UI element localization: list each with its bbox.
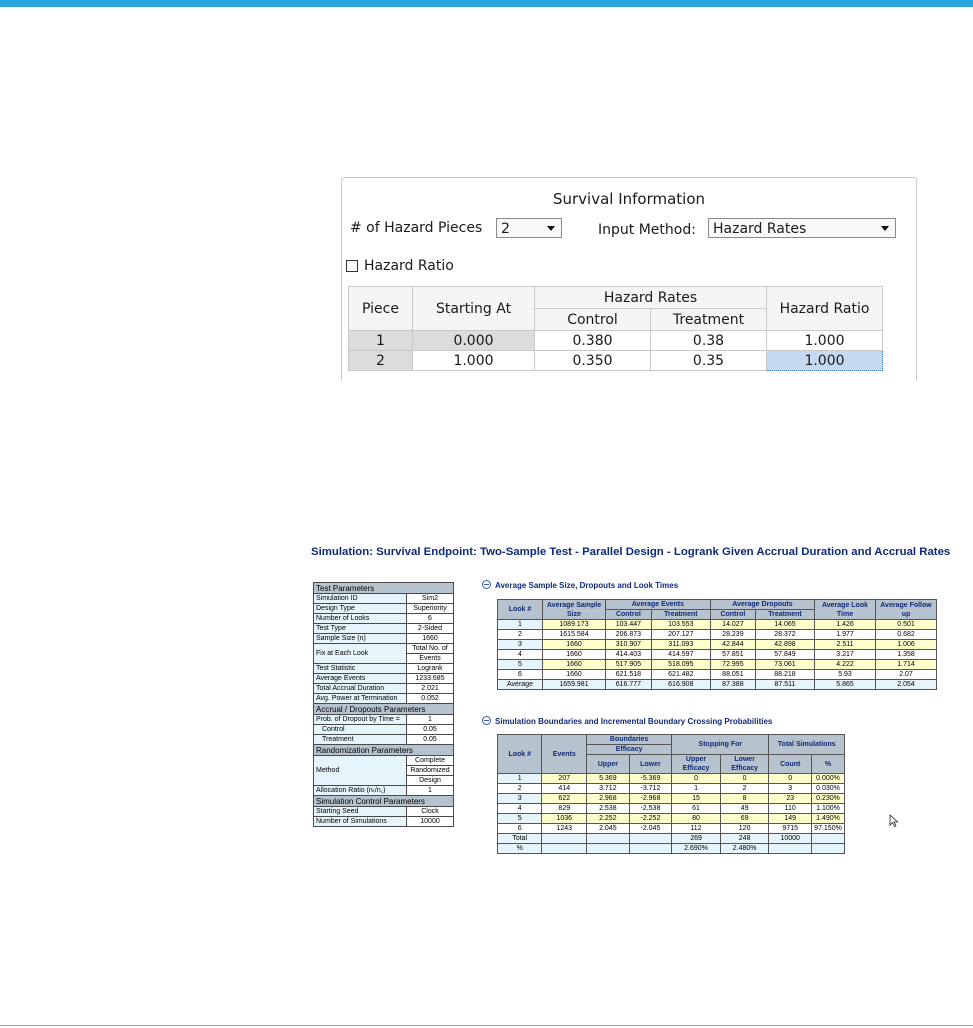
col-control: Control (535, 309, 651, 331)
table-cell: 1660 (543, 670, 606, 680)
table-cell: Total (498, 834, 542, 844)
table-cell: 0.230% (812, 794, 845, 804)
table-cell: 206.873 (606, 630, 652, 640)
table-cell: 1.426 (815, 620, 876, 630)
treatment-rate-cell[interactable]: 0.35 (651, 351, 767, 371)
col-look: Look # (498, 600, 543, 620)
table-cell: 269 (672, 834, 721, 844)
param-label: Design Type (314, 604, 407, 614)
table-cell: 72.995 (710, 660, 755, 670)
param-value: 0.052 (407, 694, 454, 704)
table-cell: 4 (498, 804, 542, 814)
summary-row (498, 834, 845, 844)
table-cell: 2.045 (587, 824, 630, 834)
table-cell: -2.045 (629, 824, 672, 834)
hazard-ratio-checkbox[interactable] (346, 260, 358, 272)
table-cell: 622 (542, 794, 587, 804)
report-title: Simulation: Survival Endpoint: Two-Sample Test - Parallel Design - Logrank Given Accrual Duration and Accrual Rates (311, 546, 951, 558)
table-cell: 207.127 (651, 630, 710, 640)
param-label: Starting Seed (314, 807, 407, 817)
param-label: Allocation Ratio (nₜ/n꜀) (314, 786, 407, 796)
table-cell: 5 (498, 814, 542, 824)
param-value: 6 (407, 614, 454, 624)
table-cell: 3 (498, 794, 542, 804)
table-cell: 2 (498, 630, 543, 640)
table-cell (629, 834, 672, 844)
table-cell: 42.898 (755, 640, 814, 650)
param-label: Treatment (314, 735, 407, 745)
hazard-table (348, 286, 883, 371)
param-label: Test Statistic (314, 664, 407, 674)
param-value: Randomized (407, 766, 454, 776)
col-upper: Upper (587, 755, 630, 774)
table-cell (769, 844, 812, 854)
table-cell: 3 (769, 784, 812, 794)
col-look: Look # (498, 735, 542, 774)
param-label: Method (314, 756, 407, 786)
input-method-dropdown[interactable] (708, 218, 896, 238)
table-cell: -3.712 (629, 784, 672, 794)
param-label: Simulation ID (314, 594, 407, 604)
table-cell: 2.690% (672, 844, 721, 854)
table-cell: -5.369 (629, 774, 672, 784)
table-row (498, 630, 937, 640)
table-row (498, 794, 845, 804)
param-row (314, 694, 454, 704)
table-cell: 0.501 (876, 620, 937, 630)
table-cell: 310.907 (606, 640, 652, 650)
col-starting-at: Starting At (413, 287, 535, 331)
chevron-down-icon (547, 226, 555, 231)
table-cell: 414.403 (606, 650, 652, 660)
table-cell: 414 (542, 784, 587, 794)
table-cell: 10000 (769, 834, 812, 844)
table-cell: 28.239 (710, 630, 755, 640)
col-efficacy: Efficacy (587, 745, 672, 755)
table-cell: 1660 (543, 660, 606, 670)
table-cell: 0 (720, 774, 769, 784)
param-value: 1 (407, 715, 454, 725)
control-rate-cell[interactable]: 0.380 (535, 331, 651, 351)
param-row (314, 807, 454, 817)
summary-row (498, 844, 845, 854)
param-label: Average Events (314, 674, 407, 684)
col-avg-dropouts: Average Dropouts (710, 600, 814, 610)
table-row (498, 804, 845, 814)
table-cell: 49 (720, 804, 769, 814)
average-table (497, 599, 937, 690)
table-cell: 112 (672, 824, 721, 834)
table-cell (542, 844, 587, 854)
bnd-section-title[interactable] (482, 716, 772, 726)
table-cell (812, 834, 845, 844)
table-cell: 0 (769, 774, 812, 784)
col-dropouts-control: Control (710, 610, 755, 620)
table-row (349, 331, 883, 351)
table-cell: 621.482 (651, 670, 710, 680)
table-cell: 3 (498, 640, 543, 650)
table-row (498, 670, 937, 680)
table-cell: 87.511 (755, 680, 814, 690)
param-label: Prob. of Dropout by Time = (314, 715, 407, 725)
mouse-cursor-icon (889, 814, 899, 828)
starting-at-cell[interactable]: 1.000 (413, 351, 535, 371)
table-cell: 518.095 (651, 660, 710, 670)
collapse-icon[interactable] (482, 716, 491, 725)
input-method-value: Hazard Rates (713, 221, 807, 237)
table-cell: 1659.981 (543, 680, 606, 690)
table-row (498, 640, 937, 650)
param-value: Total No. of (407, 644, 454, 654)
top-accent-bar (0, 0, 973, 7)
param-value: 2.021 (407, 684, 454, 694)
test-parameters-header: Test Parameters (314, 583, 454, 594)
bottom-divider (0, 1025, 973, 1026)
table-cell (542, 834, 587, 844)
table-cell: 120 (720, 824, 769, 834)
table-cell: 414.597 (651, 650, 710, 660)
param-value: 10000 (407, 817, 454, 827)
col-avg-sample-size: Average Sample Size (543, 600, 606, 620)
chevron-down-icon (881, 226, 889, 231)
table-cell: 0.682 (876, 630, 937, 640)
table-cell: 517.905 (606, 660, 652, 670)
param-value: Events (407, 654, 454, 664)
col-events-control: Control (606, 610, 652, 620)
param-row (314, 786, 454, 796)
table-cell: -2.968 (629, 794, 672, 804)
table-cell: 2.054 (876, 680, 937, 690)
randomization-header: Randomization Parameters (314, 745, 454, 756)
piece-cell: 2 (349, 351, 413, 371)
param-row (314, 614, 454, 624)
table-cell: 2.252 (587, 814, 630, 824)
table-cell: 311.093 (651, 640, 710, 650)
table-cell: 69 (720, 814, 769, 824)
table-cell: 57.851 (710, 650, 755, 660)
table-row (498, 774, 845, 784)
param-value: Sim2 (407, 594, 454, 604)
table-cell: 1.100% (812, 804, 845, 814)
table-row (498, 824, 845, 834)
table-row (498, 620, 937, 630)
table-cell (587, 844, 630, 854)
table-row (498, 814, 845, 824)
param-row (314, 715, 454, 725)
col-lower-efficacy: Lower Efficacy (720, 755, 769, 774)
input-method-label: Input Method: (598, 222, 696, 238)
table-cell: 88.051 (710, 670, 755, 680)
param-label: Sample Size (n) (314, 634, 407, 644)
table-cell: 149 (769, 814, 812, 824)
table-cell: 28.372 (755, 630, 814, 640)
table-cell: 1036 (542, 814, 587, 824)
parameters-table (313, 582, 454, 827)
panel-title: Survival Information (552, 190, 706, 208)
table-cell: 103.447 (606, 620, 652, 630)
table-cell: 1615.584 (543, 630, 606, 640)
table-cell: 621.518 (606, 670, 652, 680)
table-row (349, 351, 883, 371)
hazard-pieces-dropdown[interactable] (496, 218, 562, 238)
avg-section-title[interactable] (482, 580, 678, 590)
table-cell: 4 (498, 650, 543, 660)
table-cell: 2.480% (720, 844, 769, 854)
table-cell: 1.006 (876, 640, 937, 650)
table-cell: 9715 (769, 824, 812, 834)
hazard-ratio-cell[interactable]: 1.000 (767, 331, 883, 351)
param-row (314, 735, 454, 745)
param-label: Avg. Power at Termination (314, 694, 407, 704)
param-label: Number of Simulations (314, 817, 407, 827)
boundaries-table (497, 734, 845, 854)
param-value: 1 (407, 786, 454, 796)
param-label: Fix at Each Look (314, 644, 407, 664)
param-row (314, 634, 454, 644)
control-rate-cell[interactable]: 0.350 (535, 351, 651, 371)
survival-information-panel (341, 177, 917, 381)
param-row (314, 644, 454, 654)
table-cell: 8 (720, 794, 769, 804)
avg-section-title-text: Average Sample Size, Dropouts and Look Times (495, 581, 679, 590)
table-cell: 3.217 (815, 650, 876, 660)
table-cell: 1660 (543, 650, 606, 660)
table-cell: 1 (672, 784, 721, 794)
table-cell: 6 (498, 670, 543, 680)
param-value: Design (407, 776, 454, 786)
param-value: Complete (407, 756, 454, 766)
table-cell: 42.844 (710, 640, 755, 650)
col-events-treatment: Treatment (651, 610, 710, 620)
param-value: Logrank (407, 664, 454, 674)
table-cell: 2.511 (815, 640, 876, 650)
table-cell: 2 (498, 784, 542, 794)
param-value: 1233.685 (407, 674, 454, 684)
table-cell: 5.865 (815, 680, 876, 690)
col-hazard-ratio: Hazard Ratio (767, 287, 883, 331)
table-cell: 61 (672, 804, 721, 814)
col-dropouts-treatment: Treatment (755, 610, 814, 620)
param-row (314, 817, 454, 827)
table-cell (812, 844, 845, 854)
table-cell: 5.93 (815, 670, 876, 680)
param-row (314, 725, 454, 735)
col-lower: Lower (629, 755, 672, 774)
table-cell: 57.849 (755, 650, 814, 660)
table-cell: 0.030% (812, 784, 845, 794)
col-treatment: Treatment (651, 309, 767, 331)
table-cell: 2.968 (587, 794, 630, 804)
treatment-rate-cell[interactable]: 0.38 (651, 331, 767, 351)
bnd-section-title-text: Simulation Boundaries and Incremental Boundary Crossing Probabilities (495, 717, 773, 726)
table-cell: 88.218 (755, 670, 814, 680)
hazard-ratio-cell-selected[interactable]: 1.000 (767, 351, 883, 371)
table-cell: 6 (498, 824, 542, 834)
table-cell: % (498, 844, 542, 854)
col-follow-up: Average Follow up (876, 600, 937, 620)
param-value: 0.05 (407, 725, 454, 735)
param-row (314, 664, 454, 674)
col-total-simulations: Total Simulations (769, 735, 845, 755)
table-row (498, 784, 845, 794)
summary-row (498, 680, 937, 690)
table-cell: 23 (769, 794, 812, 804)
param-row (314, 624, 454, 634)
col-upper-efficacy: Upper Efficacy (672, 755, 721, 774)
param-value: Superiority (407, 604, 454, 614)
simulation-control-header: Simulation Control Parameters (314, 796, 454, 807)
table-cell: 4.222 (815, 660, 876, 670)
param-value: 1660 (407, 634, 454, 644)
table-cell: Average (498, 680, 543, 690)
starting-at-cell[interactable]: 0.000 (413, 331, 535, 351)
table-cell: -2.252 (629, 814, 672, 824)
col-piece: Piece (349, 287, 413, 331)
hazard-pieces-label: # of Hazard Pieces (350, 220, 483, 236)
table-cell: 87.388 (710, 680, 755, 690)
col-hazard-rates: Hazard Rates (535, 287, 767, 309)
table-cell: 1.977 (815, 630, 876, 640)
table-cell: 80 (672, 814, 721, 824)
table-cell: 5 (498, 660, 543, 670)
param-row (314, 594, 454, 604)
table-cell: 248 (720, 834, 769, 844)
table-cell: 1660 (543, 640, 606, 650)
table-cell: 0 (672, 774, 721, 784)
table-cell: 5.369 (587, 774, 630, 784)
table-cell: 110 (769, 804, 812, 814)
table-cell: 616.908 (651, 680, 710, 690)
hazard-pieces-value: 2 (501, 221, 510, 237)
param-row (314, 604, 454, 614)
table-cell (587, 834, 630, 844)
param-value: Clock (407, 807, 454, 817)
table-cell: 1.358 (876, 650, 937, 660)
table-cell: 1 (498, 774, 542, 784)
table-cell: -2.538 (629, 804, 672, 814)
table-cell: 15 (672, 794, 721, 804)
table-cell: 103.553 (651, 620, 710, 630)
table-cell: 1.490% (812, 814, 845, 824)
param-label: Test Type (314, 624, 407, 634)
param-label: Control (314, 725, 407, 735)
table-cell: 2.07 (876, 670, 937, 680)
table-row (498, 660, 937, 670)
table-cell: 829 (542, 804, 587, 814)
col-pct: % (812, 755, 845, 774)
col-avg-events: Average Events (606, 600, 711, 610)
col-count: Count (769, 755, 812, 774)
table-cell: 616.777 (606, 680, 652, 690)
table-cell: 14.027 (710, 620, 755, 630)
table-cell: 1.714 (876, 660, 937, 670)
table-cell: 73.061 (755, 660, 814, 670)
table-cell: 0.000% (812, 774, 845, 784)
table-cell: 207 (542, 774, 587, 784)
param-value: 2-Sided (407, 624, 454, 634)
table-cell: 1243 (542, 824, 587, 834)
table-cell: 1089.173 (543, 620, 606, 630)
table-cell: 1 (498, 620, 543, 630)
col-events: Events (542, 735, 587, 774)
param-value: 0.05 (407, 735, 454, 745)
table-cell: 14.065 (755, 620, 814, 630)
table-cell: 3.712 (587, 784, 630, 794)
hazard-ratio-checkbox-label: Hazard Ratio (364, 258, 454, 274)
table-cell (629, 844, 672, 854)
col-stopping-for: Stopping For (672, 735, 769, 755)
param-row (314, 756, 454, 766)
collapse-icon[interactable] (482, 580, 491, 589)
table-row (498, 650, 937, 660)
col-look-time: Average Look Time (815, 600, 876, 620)
col-boundaries: Boundaries (587, 735, 672, 745)
param-row (314, 674, 454, 684)
param-row (314, 684, 454, 694)
table-cell: 97.150% (812, 824, 845, 834)
table-cell: 2.538 (587, 804, 630, 814)
accrual-dropouts-header: Accrual / Dropouts Parameters (314, 704, 454, 715)
param-label: Total Accrual Duration (314, 684, 407, 694)
piece-cell: 1 (349, 331, 413, 351)
param-label: Number of Looks (314, 614, 407, 624)
table-cell: 2 (720, 784, 769, 794)
